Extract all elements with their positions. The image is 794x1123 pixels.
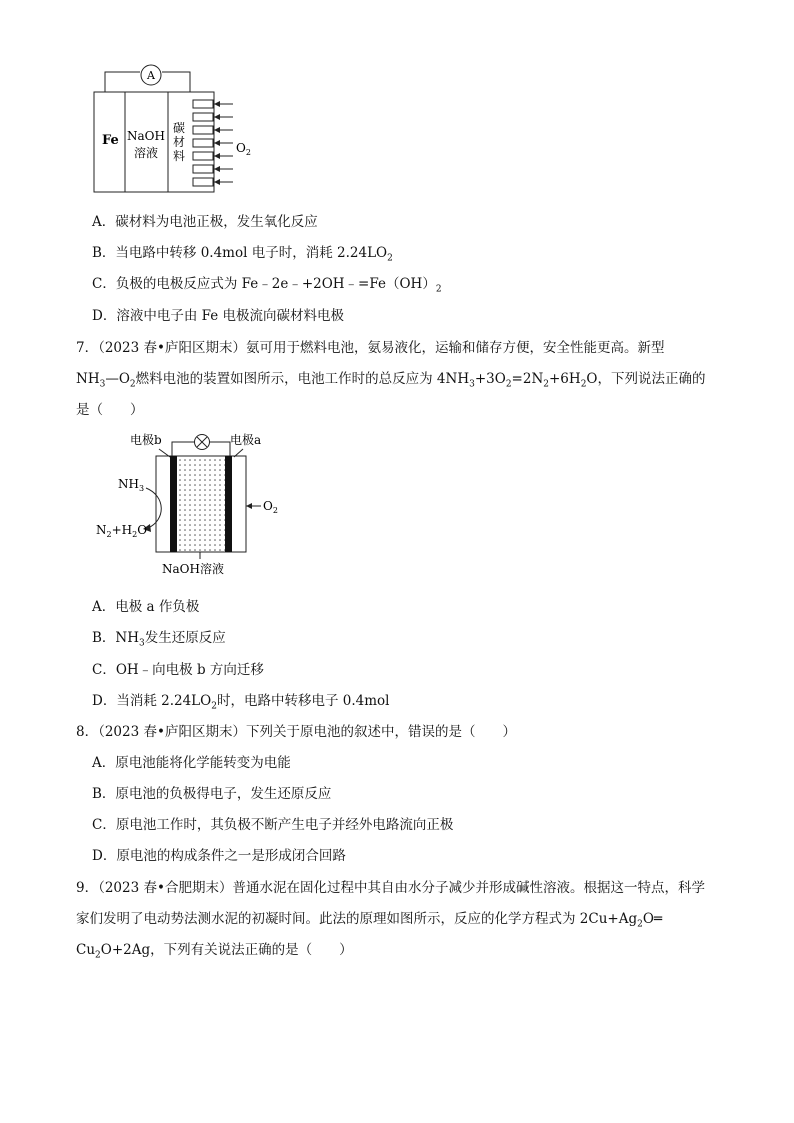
o2-label: $O_2$	[263, 499, 278, 515]
q8-stem: 8．（2023 春•庐阳区期末）下列关于原电池的叙述中，错误的是（ ）	[76, 724, 516, 740]
carbon-label-1: 碳	[173, 121, 186, 135]
q9-stem-line3: $Cu_2O+2Ag$，下列有关说法正确的是（ ）	[76, 942, 353, 961]
o2-label: $O_2$	[236, 141, 251, 157]
solution-label: 溶液	[134, 146, 159, 160]
q7-stem-line1: 7．（2023 春•庐阳区期末）氨可用于燃料电池，氨易液化，运输和储存方便，安全性能更高。新型	[76, 340, 665, 356]
fe-label: Fe	[102, 133, 119, 148]
q6-option-c: C．负极的电极反应式为 $Fe﹣2e﹣+2OH﹣=Fe(OH)_2$	[92, 276, 442, 295]
electrode-a-label: 电极a	[230, 433, 262, 447]
q7-option-c: C．OH﹣向电极 b 方向迁移	[92, 662, 264, 678]
fe-carbon-cell-diagram	[90, 60, 270, 200]
nh3-label: $NH_3$	[118, 477, 145, 493]
nh3-fuel-cell-diagram	[88, 428, 288, 578]
q8-option-a: A．原电池能将化学能转变为电能	[92, 755, 291, 771]
q6-option-a: A．碳材料为电池正极，发生氧化反应	[92, 214, 318, 230]
q7-stem-line3: 是（ ）	[76, 402, 144, 418]
q7-stem-line2: $NH_3—O_2$燃料电池的装置如图所示，电池工作时的总反应为 $4NH_3+3O_2=2N_2+6H_2O$，下列说法正确的	[76, 371, 706, 390]
q8-option-c: C．原电池工作时，其负极不断产生电子并经外电路流向正极	[92, 817, 454, 833]
carbon-label-3: 料	[173, 149, 186, 163]
q7-option-d: D．当消耗 $2.24LO_2$时，电路中转移电子 0.4mol	[92, 693, 390, 712]
q7-option-b: B．$NH_3$发生还原反应	[92, 630, 226, 649]
q7-option-a: A．电极 a 作负极	[92, 599, 200, 615]
ammeter-label: A	[147, 69, 155, 82]
q8-option-d: D．原电池的构成条件之一是形成闭合回路	[92, 848, 346, 864]
naoh-label: NaOH	[127, 129, 165, 143]
carbon-label-2: 材	[173, 135, 186, 149]
q8-option-b: B．原电池的负极得电子，发生还原反应	[92, 786, 332, 802]
q9-stem-line1: 9．（2023 春•合肥期末）普通水泥在固化过程中其自由水分子减少并形成碱性溶液。根据这一特点，科学	[76, 880, 705, 896]
q9-stem-line2: 家们发明了电动势法测水泥的初凝时间。此法的原理如图所示，反应的化学方程式为 $2Cu+Ag_2O═$	[76, 911, 663, 930]
naoh-solution-label: NaOH溶液	[162, 562, 224, 576]
n2-h2o-label: $N_2+H_2O$	[96, 523, 148, 539]
electrode-b-label: 电极b	[130, 433, 162, 447]
q6-option-d: D．溶液中电子由 Fe 电极流向碳材料电极	[92, 308, 345, 324]
q6-option-b: B．当电路中转移 0.4mol 电子时，消耗 $2.24LO_2$	[92, 245, 393, 264]
